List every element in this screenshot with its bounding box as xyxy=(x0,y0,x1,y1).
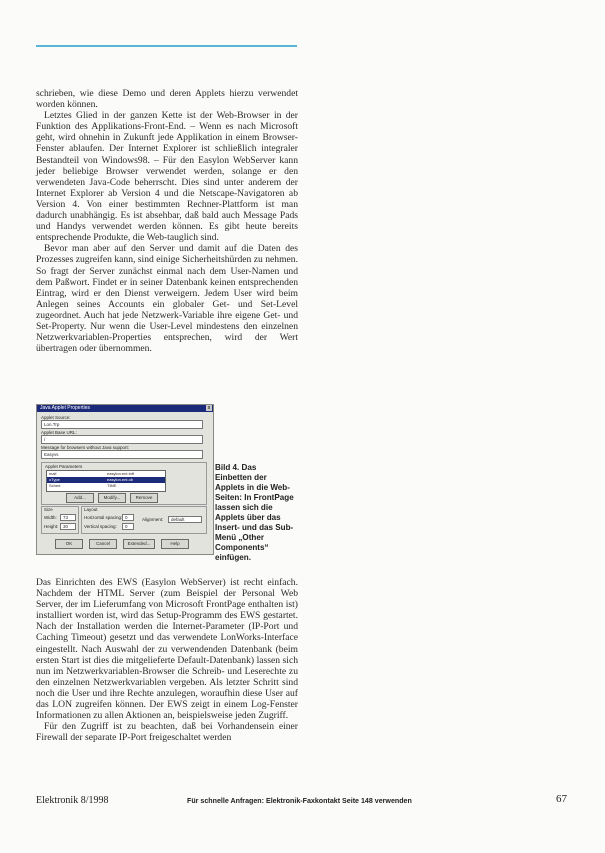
applet-source-field: Lon.Trp xyxy=(41,420,203,429)
applet-base-url-field: / xyxy=(41,435,203,444)
page-number: 67 xyxy=(556,793,567,805)
size-label: Size xyxy=(44,507,53,512)
message-label: Message for browsers without Java support: xyxy=(41,445,130,450)
width-field: 73 xyxy=(60,514,76,521)
figure-applet-properties-dialog xyxy=(36,404,214,555)
parameters-group xyxy=(41,462,207,505)
publication-footer: Elektronik 8/1998 xyxy=(36,795,109,806)
paragraph: Letztes Glied in der ganzen Kette ist der Web-Browser in der Funktion des Applikations-Front-End. – Wenn es nach Microsoft geht, wird ohnehin in Zukunft jede Applikation in einem Browser-Fenster ablaufen. Der Internet Explorer ist schließlich integraler Bestandteil von Windows98. – Für den Easylon WebServer kann jeder beliebige Browser verwendet werden, solange er den verwendeten Java-Code beherrscht. Dies sind unter anderem der Internet Explorer ab Version 4 und die Netscape-Navigatoren ab Version 4. Von einer bestimmten Rechner-Plattform ist man dadurch unabhängig. Es ist absehbar, daß bald auch Message Pads und Handys verwendet werden können. Es gibt heute bereits entsprechende Produkte, die Web-tauglich sind. xyxy=(36,110,298,244)
applet-source-label: Applet Source: xyxy=(41,415,71,420)
layout-label: Layout xyxy=(84,507,98,512)
top-accent-rule xyxy=(36,45,297,47)
alignment-select: default xyxy=(168,516,202,523)
height-label: Height: xyxy=(44,524,59,529)
parameters-label: Applet Parameters xyxy=(45,464,83,469)
add-button: Add... xyxy=(66,493,94,503)
fax-contact-notice: Für schnelle Anfragen: Elektronik-Faxkontakt Seite 148 verwenden xyxy=(187,797,412,805)
list-item-value: easylon.ent.tnft xyxy=(107,471,135,476)
list-item-value: TIME xyxy=(107,483,117,488)
paragraph: schrieben, wie diese Demo und deren Applets hierzu verwendet worden können. xyxy=(36,88,298,111)
paragraph: Das Einrichten des EWS (Easylon WebServer) ist recht einfach. Nachdem der HTML Server (zum Beispiel der Personal Web Server, der im Lieferumfang von Microsoft FrontPage enthalten ist) installiert worden ist, wird das Setup-Programm des EWS gestartet. Nach der Installation werden die Internet-Parameter (IP-Port und Caching Timeout) gesetzt und das verwendete LonWorks-Interface eingestellt. Nach Auswahl der zu verwendenden Datenbank (beim ersten Start ist dies die mitgelieferte Default-Datenbank) lassen sich nun im Netzwerkvariablen-Browser die Schreib- und Leserechte zu den einzelnen Netzwerkvariablen vergeben. Als letzter Schritt sind noch die User und ihre Rechte anzulegen, woraufhin diese User auf das LON zugreifen können. Der EWS zeigt in einem Log-Fenster Informationen zu allen Aktionen an, beispielsweise jeden Zugriff. xyxy=(36,577,298,722)
extended-button: Extended... xyxy=(123,539,155,549)
list-item xyxy=(47,483,165,489)
list-item-name: Sched xyxy=(49,483,61,488)
dialog-title: Java Applet Properties xyxy=(40,405,91,411)
paragraph: Bevor man aber auf den Server und damit auf die Daten des Prozesses zugreifen kann, sind einige Sicherheitshürden zu nehmen. So fragt der Server zunächst einmal nach dem User-Namen und dem Paßwort. Findet er in seiner Datenbank keinen entsprechenden Eintrag, wird er den Dienst verweigern. Jedem User wird beim Anlegen seines Accounts ein globaler Get- und Set-Level zugeordnet. Auch hat jede Netzwerk-Variable ihre eigene Get- und Set-Property. Nur wenn die User-Level mindestens den einzelnen Netzwerkvariablen-Properties entsprechen, wird der Wert übertragen oder übernommen. xyxy=(36,243,298,355)
ok-button: OK xyxy=(55,539,83,549)
vertical-spacing-label: Vertical spacing: xyxy=(84,524,117,529)
horizontal-spacing-field: 0 xyxy=(122,514,134,521)
paragraph: Für den Zugriff ist zu beachten, daß bei Vorhandensein einer Firewall der separate IP-Port freigeschaltet werden xyxy=(36,721,298,744)
height-field: 30 xyxy=(60,523,76,530)
applet-base-url-label: Applet Base URL: xyxy=(41,430,77,435)
alignment-label: Alignment: xyxy=(142,517,164,522)
vertical-spacing-field: 0 xyxy=(122,523,134,530)
article-text-top xyxy=(36,88,298,354)
layout-group xyxy=(81,506,207,534)
list-item-value: easylon.ent.ob xyxy=(107,477,134,482)
cancel-button: Cancel xyxy=(89,539,117,549)
modify-button: Modify... xyxy=(98,493,126,503)
article-text-bottom xyxy=(36,577,298,782)
list-item-name: mail xyxy=(49,471,57,476)
size-group xyxy=(41,506,79,534)
figure-caption: Bild 4. Das Einbetten der Applets in die Web-Seiten: In FrontPage lassen sich die Applets über das Insert- und das Sub-Menü „Other Components“ einfügen. xyxy=(215,463,294,562)
message-field: Easyvs xyxy=(41,450,203,459)
horizontal-spacing-label: Horizontal spacing: xyxy=(84,515,123,520)
help-button: Help xyxy=(161,539,189,549)
parameters-list xyxy=(46,470,166,492)
list-item-name: oType xyxy=(49,477,60,482)
width-label: Width: xyxy=(44,515,57,520)
close-icon: x xyxy=(207,405,211,411)
remove-button: Remove xyxy=(130,493,158,503)
dialog-title-bar xyxy=(37,405,213,412)
